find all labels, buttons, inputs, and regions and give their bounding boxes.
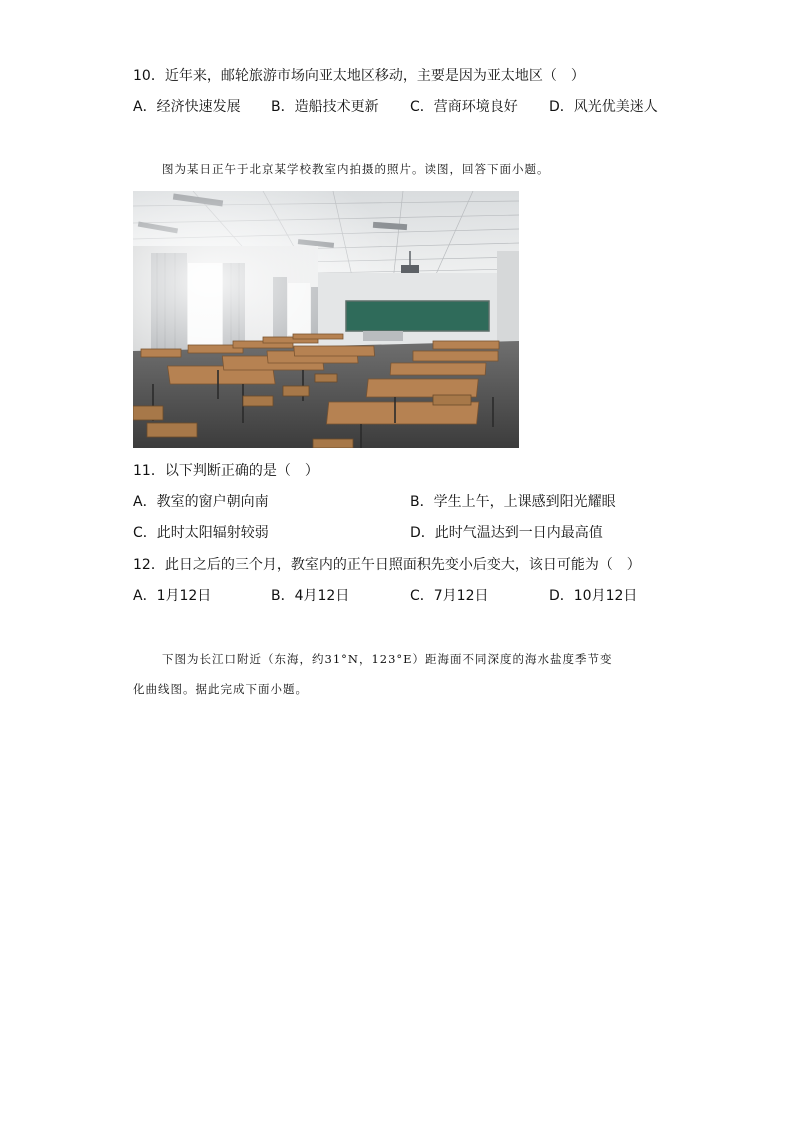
question-10-option-a: A．经济快速发展 [133,99,241,115]
photo-intro-text: 图为某日正午于北京某学校教室内拍摄的照片。读图，回答下面小题。 [162,162,550,176]
classroom-photo [133,191,519,448]
question-11-option-a: A．教室的窗户朝向南 [133,494,269,510]
question-10-stem: 10．近年来，邮轮旅游市场向亚太地区移动，主要是因为亚太地区（ ） [133,68,585,84]
chart-intro-line-2: 化曲线图。据此完成下面小题。 [133,682,308,696]
question-12-option-a: A．1月12日 [133,588,212,604]
question-12-stem: 12．此日之后的三个月，教室内的正午日照面积先变小后变大，该日可能为（ ） [133,557,641,573]
question-12-option-b: B．4月12日 [271,588,350,604]
question-12-option-d: D．10月12日 [549,588,638,604]
question-11-stem: 11．以下判断正确的是（ ） [133,463,319,479]
chart-intro-line-1: 下图为长江口附近（东海，约31°N，123°E）距海面不同深度的海水盐度季节变 [162,652,613,666]
question-12-option-c: C．7月12日 [410,588,489,604]
question-10-option-b: B．造船技术更新 [271,99,379,115]
question-10-option-c: C．营商环境良好 [410,99,518,115]
question-11-option-d: D．此时气温达到一日内最高值 [410,525,603,541]
question-11-option-c: C．此时太阳辐射较弱 [133,525,269,541]
question-11-option-b: B．学生上午，上课感到阳光耀眼 [410,494,616,510]
question-10-option-d: D．风光优美迷人 [549,99,658,115]
